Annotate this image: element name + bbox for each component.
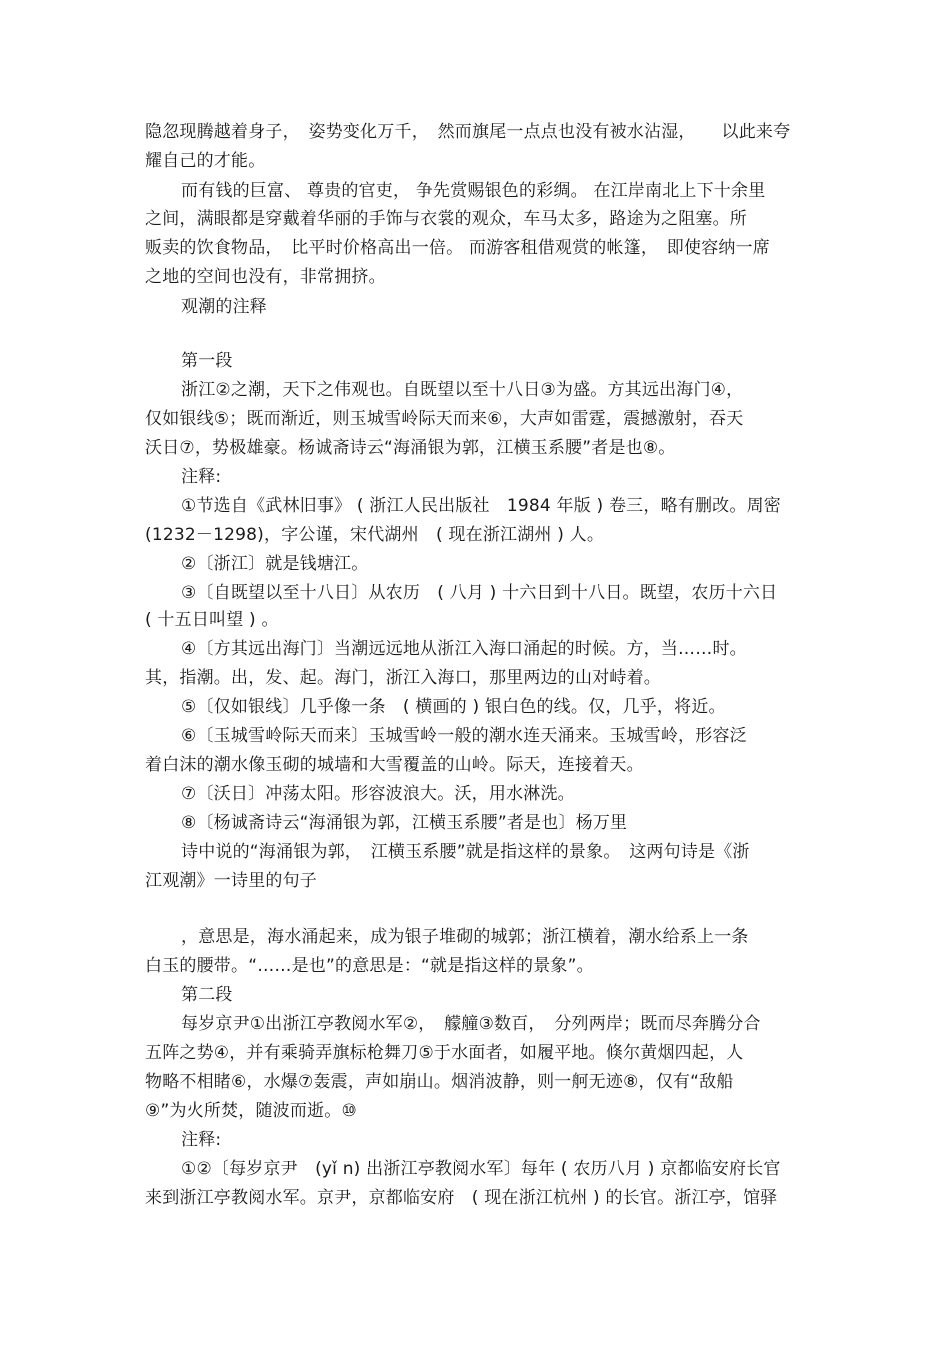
note-line: ④〔方其远出海门〕当潮远远地从浙江入海口涌起的时候。方，当……时。 bbox=[181, 639, 747, 659]
note-line: 江观潮》一诗里的句子 bbox=[145, 871, 317, 891]
text-line: 沃日⑦，势极雄豪。杨诚斋诗云“海涌银为郭，江横玉系腰”者是也⑧。 bbox=[145, 438, 676, 458]
text-line: 浙江②之潮，天下之伟观也。自既望以至十八日③为盛。方其远出海门④， bbox=[181, 380, 744, 400]
text-line: 隐忽现腾越着身子， 姿势变化万千， 然而旗尾一点点也没有被水沾湿， 以此来夸 bbox=[145, 122, 791, 142]
text-line: 仅如银线⑤；既而渐近，则玉城雪岭际天而来⑥，大声如雷霆，震撼激射，吞天 bbox=[145, 409, 744, 429]
section-heading: 观潮的注释 bbox=[181, 297, 267, 317]
section-heading: 第二段 bbox=[181, 985, 233, 1005]
notes-heading: 注释: bbox=[181, 1130, 222, 1150]
note-line: ③〔自既望以至十八日〕从农历 ( 八月 ) 十六日到十八日。既望，农历十六日 bbox=[181, 583, 778, 603]
text-line: 之地的空间也没有，非常拥挤。 bbox=[145, 267, 386, 287]
note-line: ( 十五日叫望 ) 。 bbox=[145, 610, 279, 630]
section-heading: 第一段 bbox=[181, 351, 233, 371]
text-line: ⑨”为火所焚，随波而逝。⑩ bbox=[145, 1101, 357, 1121]
note-line: 来到浙江亭教阅水军。京尹，京都临安府 ( 现在浙江杭州 ) 的长官。浙江亭，馆驿 bbox=[145, 1188, 778, 1208]
note-line: 诗中说的“海涌银为郭， 江横玉系腰”就是指这样的景象。 这两句诗是《浙 bbox=[181, 842, 750, 862]
note-line: 白玉的腰带。“……是也”的意思是：“就是指这样的景象”。 bbox=[145, 956, 594, 976]
note-line: ②〔浙江〕就是钱塘江。 bbox=[181, 554, 369, 574]
text-line: 物略不相睹⑥，水爆⑦轰震，声如崩山。烟消波静，则一舸无迹⑧，仅有“敌船 bbox=[145, 1072, 734, 1092]
note-line: ⑤〔仅如银线〕几乎像一条 ( 横画的 ) 银白色的线。仅，几乎，将近。 bbox=[181, 697, 726, 717]
note-line: ⑥〔玉城雪岭际天而来〕玉城雪岭一般的潮水连天涌来。玉城雪岭，形容泛 bbox=[181, 726, 747, 746]
note-line: ，意思是，海水涌起来，成为银子堆砌的城郭；浙江横着，潮水给系上一条 bbox=[181, 927, 749, 947]
note-line: (1232－1298)，字公谨，宋代湖州 ( 现在浙江湖州 ) 人。 bbox=[145, 525, 605, 545]
text-line: 五阵之势④，并有乘骑弄旗标枪舞刀⑤于水面者，如履平地。倏尔黄烟四起，人 bbox=[145, 1043, 744, 1063]
text-line: 之间，满眼都是穿戴着华丽的手饰与衣裳的观众，车马太多，路途为之阻塞。所 bbox=[145, 209, 747, 229]
note-line: ①节选自《武林旧事》 ( 浙江人民出版社 1984 年版 ) 卷三，略有删改。周密 bbox=[181, 496, 781, 516]
note-line: ⑧〔杨诚斋诗云“海涌银为郭，江横玉系腰”者是也〕杨万里 bbox=[181, 813, 628, 833]
text-line: 每岁京尹①出浙江亭教阅水军②， 艨艟③数百， 分列两岸；既而尽奔腾分合 bbox=[181, 1014, 761, 1034]
notes-heading: 注释: bbox=[181, 467, 222, 487]
note-line: 其，指潮。出，发、起。海门，浙江入海口，那里两边的山对峙着。 bbox=[145, 668, 661, 688]
text-line: 耀自己的才能。 bbox=[145, 151, 266, 171]
note-line: 着白沫的潮水像玉砌的城墙和大雪覆盖的山岭。际天，连接着天。 bbox=[145, 755, 644, 775]
note-line: ①②〔每岁京尹 (yǐ n) 出浙江亭教阅水军〕每年 ( 农历八月 ) 京都临安府长官 bbox=[181, 1159, 781, 1179]
text-line: 而有钱的巨富、 尊贵的官吏， 争先赏赐银色的彩绸。 在江岸南北上下十余里 bbox=[181, 181, 766, 201]
note-line: ⑦〔沃日〕冲荡太阳。形容波浪大。沃，用水淋洗。 bbox=[181, 784, 575, 804]
text-line: 贩卖的饮食物品， 比平时价格高出一倍。 而游客租借观赏的帐篷， 即使容纳一席 bbox=[145, 238, 771, 258]
